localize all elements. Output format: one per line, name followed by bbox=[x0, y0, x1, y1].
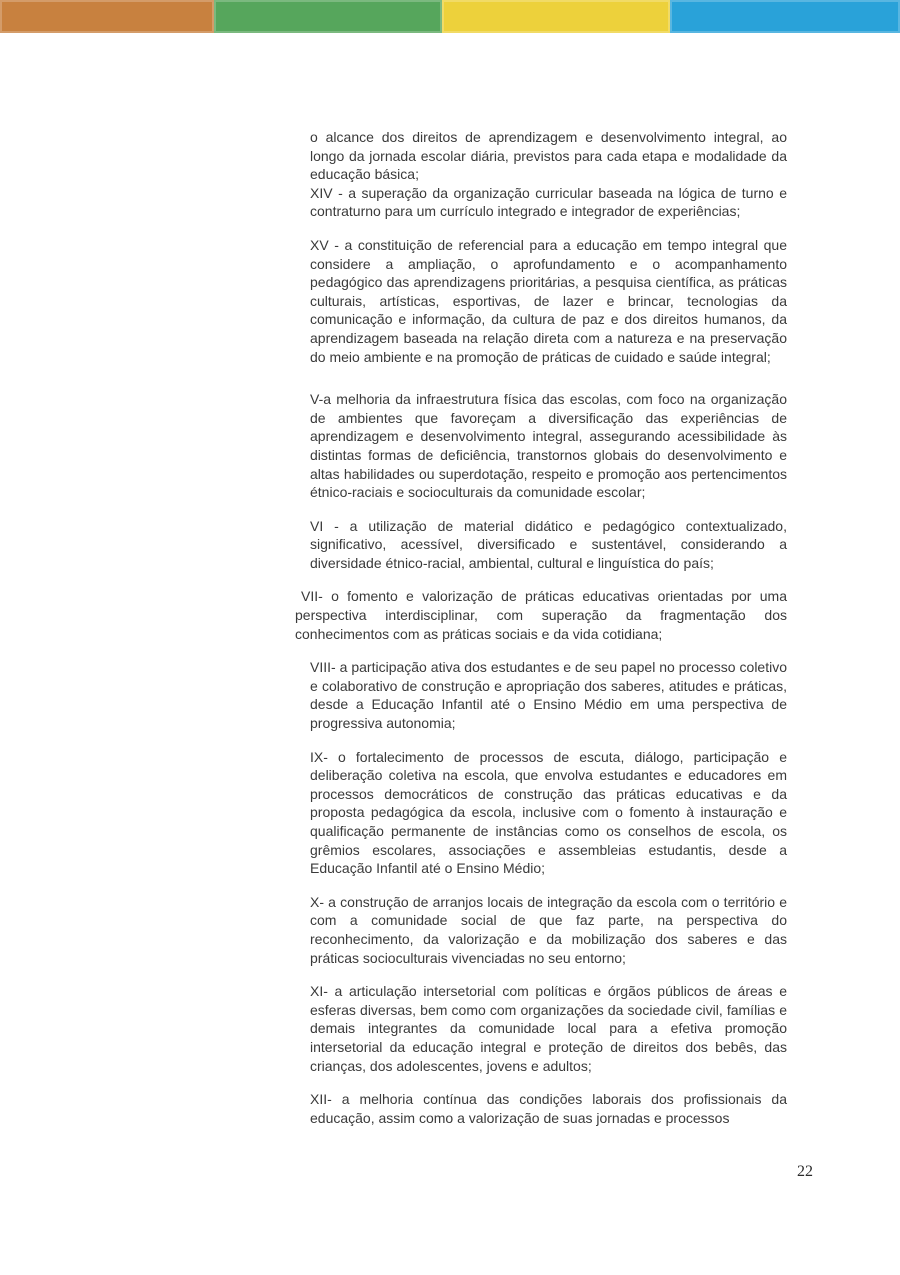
page-number: 22 bbox=[797, 1163, 813, 1180]
header-stripe-yellow bbox=[442, 0, 670, 33]
header-stripe-green bbox=[214, 0, 442, 33]
document-body bbox=[295, 128, 787, 1127]
paragraph-item-viii: VIII- a participação ativa dos estudantes e de seu papel no processo coletivo e colaborativo de construção e apropriação dos saberes, atitudes e práticas, desde a Educação Infantil até o Ensino Médio em uma perspectiva de progressiva autonomia; bbox=[310, 659, 787, 732]
paragraph-item-x: X- a construção de arranjos locais de integração da escola com o território e com a comunidade social de que faz parte, na perspectiva do reconhecimento, da valorização e da mobilização dos saberes e das práticas socioculturais vivenciadas no seu entorno; bbox=[310, 893, 787, 966]
paragraph-item-vii: VII- o fomento e valorização de práticas educativas orientadas por uma perspectiva interdisciplinar, com superação da fragmentação dos conhecimentos com as práticas sociais e da vida cotidiana; bbox=[295, 588, 787, 642]
paragraph-item-xiv: XIV - a superação da organização curricular baseada na lógica de turno e contraturno para um currículo integrado e integrador de experiências; bbox=[310, 184, 787, 220]
paragraph-item-vi: VI - a utilização de material didático e pedagógico contextualizado, significativo, acessível, diversificado e sustentável, considerando a diversidade étnico-racial, ambiental, cultural e linguística do país; bbox=[310, 517, 787, 571]
paragraph-item-ix: IX- o fortalecimento de processos de escuta, diálogo, participação e deliberação coletiva na escola, que envolva estudantes e educadores em processos democráticos de construção das práticas educativas e da proposta pedagógica da escola, inclusive com o fomento à instauração e qualificação permanente de instâncias como os conselhos de escola, os grêmios escolares, associações e assembleias estudantis, desde a Educação Infantil até o Ensino Médio; bbox=[310, 748, 787, 877]
header-stripe-orange bbox=[0, 0, 214, 33]
paragraph-xiii-continuation: o alcance dos direitos de aprendizagem e desenvolvimento integral, ao longo da jornada escolar diária, previstos para cada etapa e modalidade da educação básica; bbox=[310, 129, 787, 183]
header-stripe-blue bbox=[670, 0, 900, 33]
paragraph-item-xi: XI- a articulação intersetorial com políticas e órgãos públicos de áreas e esferas diversas, bem como com organizações da sociedade civil, famílias e demais integrantes da comunidade local para a efetiva promoção intersetorial da educação integral e proteção de direitos dos bebês, das crianças, dos adolescentes, jovens e adultos; bbox=[310, 983, 787, 1074]
paragraph-item-xv: XV - a constituição de referencial para a educação em tempo integral que considere a ampliação, o aprofundamento e o acompanhamento pedagógico das aprendizagens prioritárias, a pesquisa científica, as práticas culturais, artísticas, esportivas, de lazer e brincar, tecnologias da comunicação e informação, da cultura de paz e dos direitos humanos, da aprendizagem baseada na relação direta com a natureza e na preservação do meio ambiente e na promoção de práticas de cuidado e saúde integral; bbox=[310, 236, 787, 365]
header-color-bar bbox=[0, 0, 900, 33]
paragraph-item-xii: XII- a melhoria contínua das condições laborais dos profissionais da educação, assim como a valorização de suas jornadas e processos bbox=[310, 1091, 787, 1126]
paragraph-item-v: V-a melhoria da infraestrutura física das escolas, com foco na organização de ambientes que favoreçam a diversificação das experiências de aprendizagem e desenvolvimento integral, assegurando acessibilidade às distintas formas de deficiência, transtornos globais do desenvolvimento e altas habilidades ou superdotação, respeito e promoção aos pertencimentos étnico-raciais e socioculturais da comunidade escolar; bbox=[310, 391, 787, 501]
